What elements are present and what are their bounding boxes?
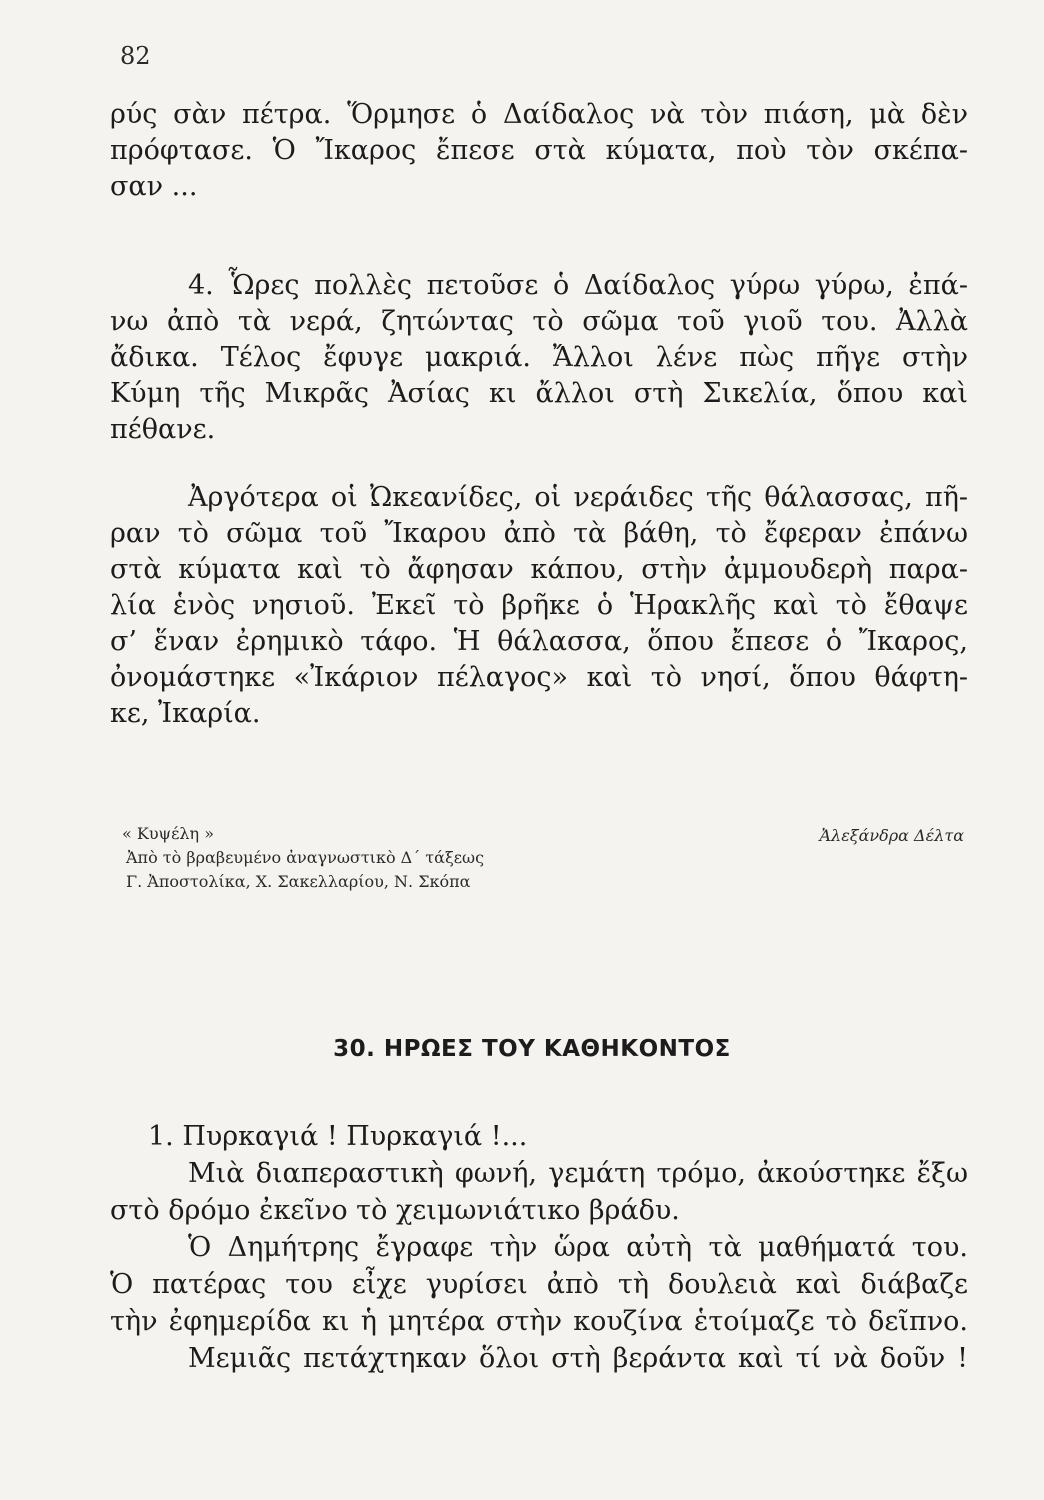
story-paragraph-2 [110, 268, 968, 448]
text-line: πέθανε. [110, 414, 216, 445]
text-line: σαν ... [110, 171, 198, 202]
text-line: τὴν ἐφημερίδα κι ἡ μητέρα στὴν κουζίνα ἑτοίμαζε τὸ δεῖπνο. [110, 1306, 968, 1337]
author-name: Ἀλεξάνδρα Δέλτα [819, 826, 964, 845]
source-line: Γ. Ἀποστολίκα, Χ. Σακελλαρίου, Ν. Σκόπα [126, 872, 471, 891]
text-line: λία ἑνὸς νησιοῦ. Ἐκεῖ τὸ βρῆκε ὁ Ἡρακλῆς καὶ τὸ ἔθαψε [110, 590, 968, 621]
text-line: ρύς σὰν πέτρα. Ὅρμησε ὁ Δαίδαλος νὰ τὸν πιάση, μὰ δὲν [110, 99, 968, 130]
text-line: σ’ ἕναν ἐρημικὸ τάφο. Ἡ θάλασσα, ὅπου ἔπεσε ὁ Ἴκαρος, [110, 626, 968, 657]
text-line: πρόφτασε. Ὁ Ἴκαρος ἔπεσε στὰ κύματα, ποὺ τὸν σκέπα- [110, 135, 968, 166]
source-credits [122, 822, 968, 894]
text-line: στὸ δρόμο ἐκεῖνο τὸ χειμωνιάτικο βράδυ. [110, 1195, 680, 1226]
text-line: Ὁ Δημήτρης ἔγραφε τὴν ὥρα αὐτὴ τὰ μαθήματά του. [188, 1232, 968, 1263]
text-line: κε, Ἰκαρία. [110, 698, 261, 729]
source-line: Ἀπὸ τὸ βραβευμένο ἀναγνωστικὸ Δ΄ τάξεως [126, 848, 485, 867]
story-paragraph-3 [110, 480, 968, 732]
text-line: ἄδικα. Τέλος ἔφυγε μακριά. Ἄλλοι λένε πὼς πῆγε στὴν [110, 342, 968, 373]
text-line: 4. Ὧρες πολλὲς πετοῦσε ὁ Δαίδαλος γύρω γύρω, ἐπά- [188, 270, 968, 301]
text-line: νω ἀπὸ τὰ νερά, ζητώντας τὸ σῶμα τοῦ γιοῦ του. Ἀλλὰ [110, 306, 968, 337]
text-line: Ὁ πατέρας του εἶχε γυρίσει ἀπὸ τὴ δουλειὰ καὶ διάβαζε [110, 1269, 968, 1300]
chapter-text [110, 1118, 968, 1377]
text-line: Μεμιᾶς πετάχτηκαν ὅλοι στὴ βεράντα καὶ τί νὰ δοῦν ! [188, 1343, 968, 1374]
book-title: « Κυψέλη » [122, 824, 214, 843]
text-line: Μιὰ διαπεραστικὴ φωνή, γεμάτη τρόμο, ἀκούστηκε ἔξω [188, 1158, 968, 1189]
text-line: ὀνομάστηκε «Ἰκάριον πέλαγος» καὶ τὸ νησί, ὅπου θάφτη- [110, 662, 968, 693]
text-line: 1. Πυρκαγιά ! Πυρκαγιά !... [148, 1121, 528, 1152]
text-line: Κύμη τῆς Μικρᾶς Ἀσίας κι ἄλλοι στὴ Σικελία, ὅπου καὶ [110, 378, 968, 409]
chapter-title: 30. ΗΡΩΕΣ ΤΟΥ ΚΑΘΗΚΟΝΤΟΣ [333, 1036, 731, 1062]
text-line: Ἀργότερα οἱ Ὠκεανίδες, οἱ νεράιδες τῆς θάλασσας, πῆ- [188, 482, 968, 513]
story-paragraph-1 [110, 97, 968, 205]
page-number: 82 [120, 42, 151, 70]
text-line: στὰ κύματα καὶ τὸ ἄφησαν κάπου, στὴν ἀμμουδερὴ παρα- [110, 554, 968, 585]
text-line: ραν τὸ σῶμα τοῦ Ἴκαρου ἀπὸ τὰ βάθη, τὸ ἔφεραν ἐπάνω [110, 518, 968, 549]
